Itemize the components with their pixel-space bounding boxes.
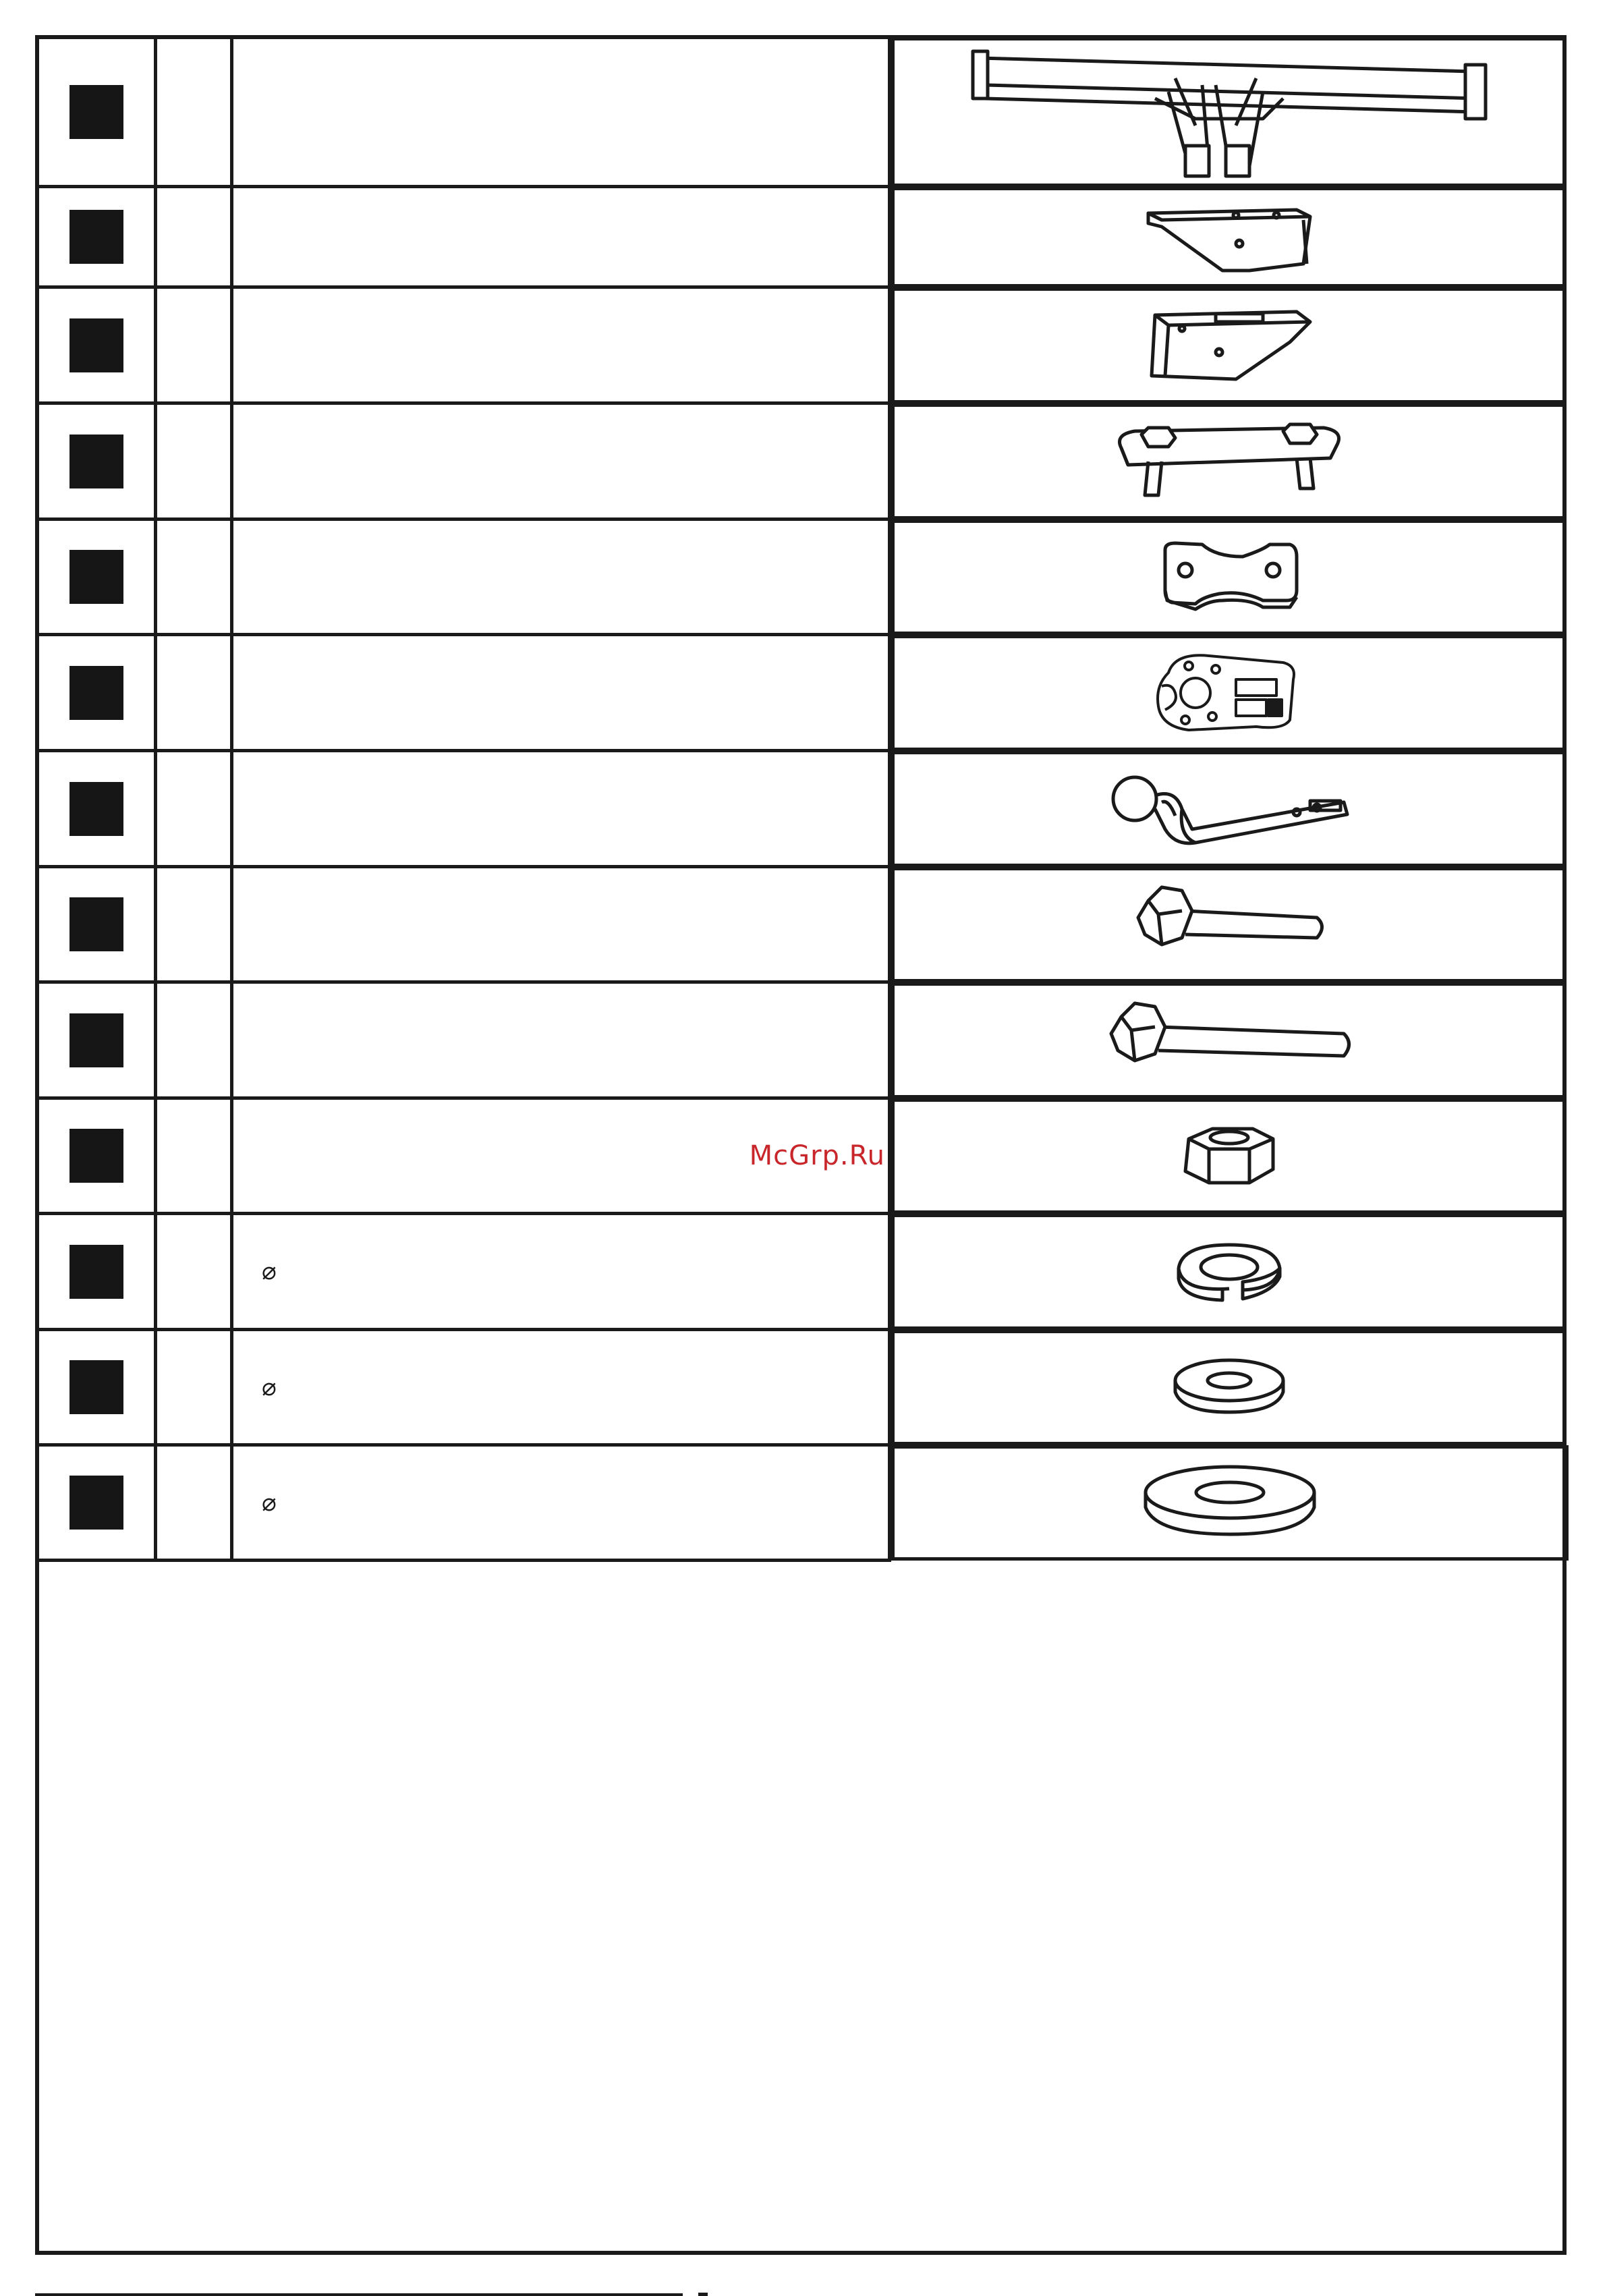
quantity-cell <box>156 635 232 751</box>
part-number-marker <box>69 210 123 264</box>
part-number-marker <box>69 897 123 951</box>
illustration-cell <box>891 403 1567 520</box>
quantity-cell <box>156 187 232 287</box>
marker-cell <box>37 1445 156 1561</box>
socket-plate-icon <box>1148 646 1310 740</box>
part-number-marker <box>69 1129 123 1183</box>
quantity-cell <box>156 1330 232 1445</box>
table-row <box>37 1445 1569 1561</box>
marker-cell <box>37 520 156 635</box>
marker-cell <box>37 982 156 1098</box>
diameter-symbol: ⌀ <box>262 1373 277 1401</box>
quantity-cell <box>156 287 232 403</box>
quantity-cell <box>156 37 232 187</box>
part-number-marker <box>69 435 123 488</box>
illustration-cell <box>891 982 1567 1098</box>
illustration-cell <box>891 867 1567 982</box>
marker-cell <box>37 1098 156 1214</box>
description-cell <box>232 867 890 982</box>
quantity-cell <box>156 982 232 1098</box>
marker-cell <box>37 867 156 982</box>
parts-table <box>35 35 1570 1562</box>
part-number-marker <box>69 318 123 372</box>
part-number-marker <box>69 666 123 720</box>
right-mounting-bracket-icon <box>1141 302 1317 389</box>
quantity-cell <box>156 867 232 982</box>
table-row <box>37 403 1569 520</box>
left-mounting-bracket-icon <box>1141 196 1317 277</box>
description-cell <box>232 1330 890 1445</box>
hex-nut-icon <box>1175 1119 1283 1193</box>
long-hex-bolt-icon <box>1101 997 1357 1084</box>
marker-cell <box>37 287 156 403</box>
description-cell <box>232 1445 890 1561</box>
part-number-marker <box>69 1013 123 1067</box>
table-row <box>37 982 1569 1098</box>
part-number-marker <box>69 1360 123 1414</box>
marker-cell <box>37 751 156 867</box>
tow-ball-neck-icon <box>1101 762 1357 856</box>
illustration-cell <box>891 37 1567 187</box>
diameter-symbol: ⌀ <box>262 1258 277 1285</box>
illustration-cell <box>891 635 1567 751</box>
marker-cell <box>37 1214 156 1330</box>
illustration-cell <box>891 1214 1567 1330</box>
table-row <box>37 635 1569 751</box>
part-number-marker <box>69 782 123 836</box>
clamp-plate-with-bolts-icon <box>1108 421 1351 502</box>
description-cell <box>232 1214 890 1330</box>
marker-cell <box>37 1330 156 1445</box>
table-row <box>37 187 1569 287</box>
part-number-marker <box>69 1245 123 1299</box>
part-number-marker <box>69 550 123 604</box>
illustration-cell <box>891 520 1567 635</box>
spacer-plate-icon <box>1155 536 1303 617</box>
description-cell <box>232 520 890 635</box>
tow-bar-crossmember-icon <box>966 45 1492 179</box>
marker-cell <box>37 635 156 751</box>
description-cell <box>232 37 890 187</box>
part-number-marker <box>69 85 123 139</box>
diameter-symbol: ⌀ <box>262 1488 277 1517</box>
table-row <box>37 520 1569 635</box>
footer-mark <box>698 2293 708 2296</box>
table-row <box>37 867 1569 982</box>
illustration-cell <box>891 1098 1567 1214</box>
quantity-cell <box>156 520 232 635</box>
description-cell <box>232 751 890 867</box>
description-cell <box>232 287 890 403</box>
description-cell <box>232 403 890 520</box>
quantity-cell <box>156 1214 232 1330</box>
table-row <box>37 1214 1569 1330</box>
description-cell <box>232 1098 890 1214</box>
marker-cell <box>37 37 156 187</box>
illustration-cell <box>891 287 1567 403</box>
description-cell <box>232 982 890 1098</box>
spring-washer-icon <box>1168 1235 1290 1309</box>
description-cell <box>232 635 890 751</box>
quantity-cell <box>156 751 232 867</box>
table-row <box>37 287 1569 403</box>
watermark-text: McGrp.Ru <box>749 1140 885 1171</box>
table-row <box>37 1330 1569 1445</box>
illustration-cell <box>891 187 1567 287</box>
quantity-cell <box>156 403 232 520</box>
short-hex-bolt-icon <box>1128 880 1330 968</box>
illustration-cell <box>891 1445 1569 1561</box>
marker-cell <box>37 403 156 520</box>
quantity-cell <box>156 1098 232 1214</box>
illustration-cell <box>891 1330 1567 1445</box>
illustration-cell <box>891 751 1567 867</box>
part-number-marker <box>69 1476 123 1530</box>
table-row <box>37 1098 1569 1214</box>
flat-washer-large-icon <box>1135 1459 1324 1546</box>
table-row <box>37 751 1569 867</box>
table-row <box>37 37 1569 187</box>
description-cell <box>232 187 890 287</box>
flat-washer-small-icon <box>1165 1350 1293 1424</box>
marker-cell <box>37 187 156 287</box>
footer-rule <box>35 2293 683 2296</box>
quantity-cell <box>156 1445 232 1561</box>
